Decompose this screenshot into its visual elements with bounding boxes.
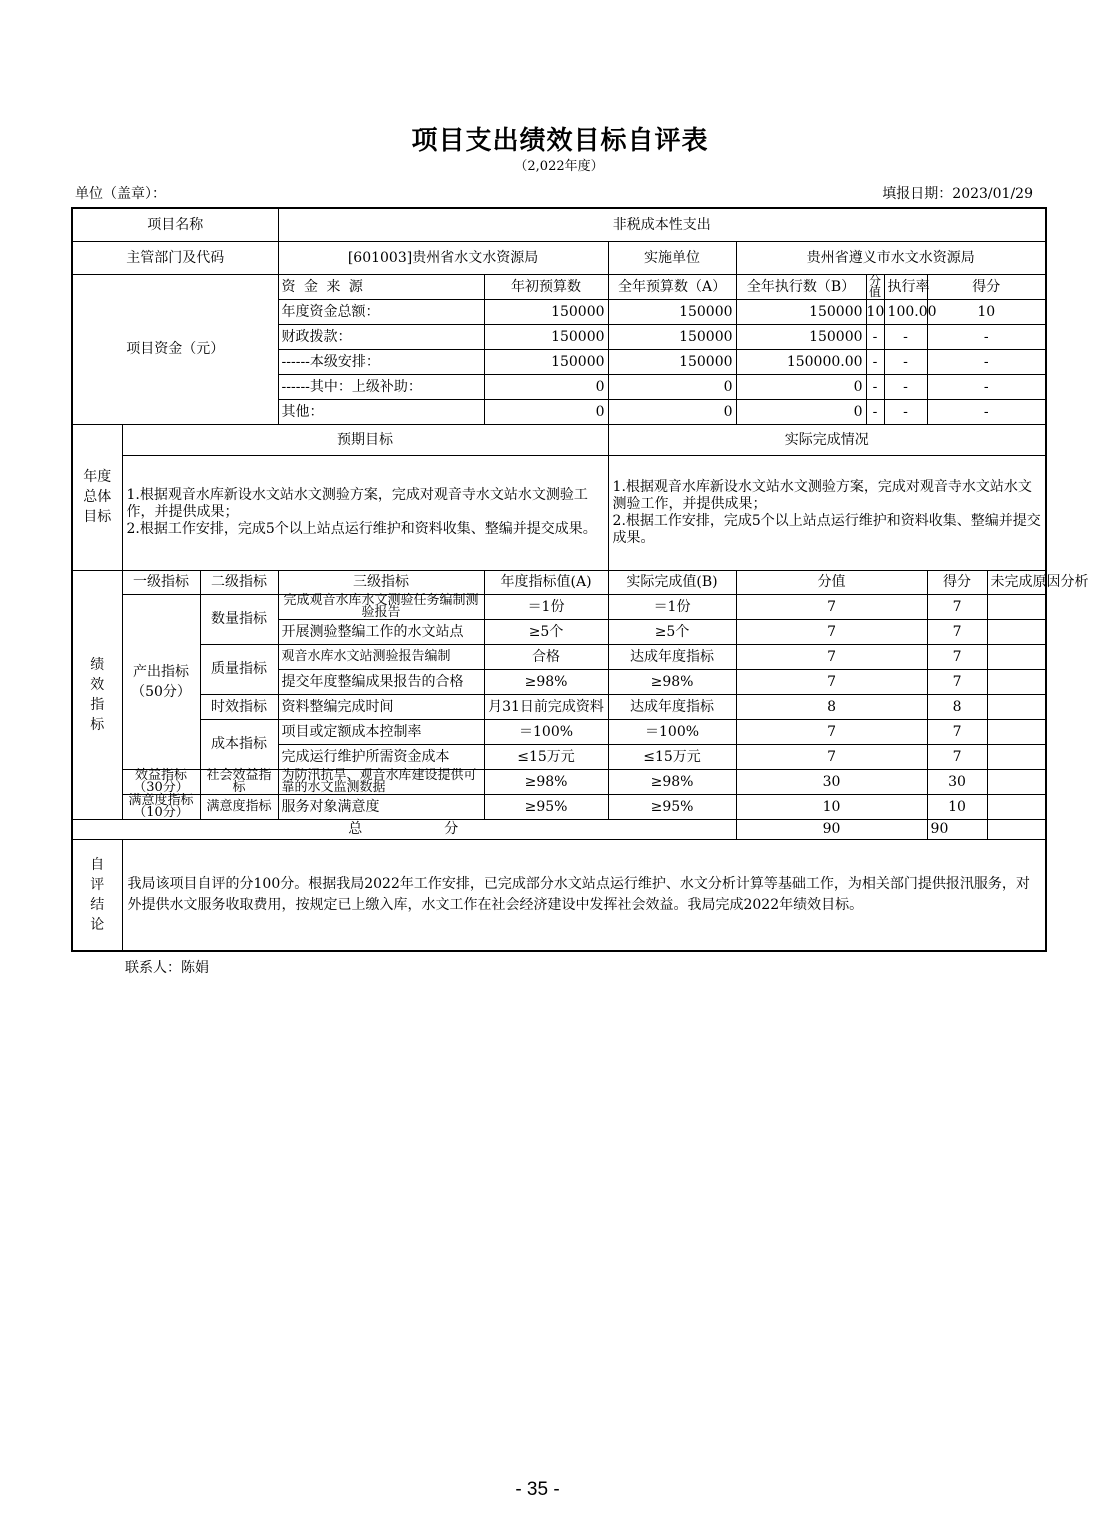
total-label: 总 分 — [72, 819, 736, 839]
project-name-value: 非税成本性支出 — [278, 208, 1046, 241]
indicator-header-score: 得分 — [927, 570, 987, 594]
indicator-level3: 开展测验整编工作的水文站点 — [278, 619, 484, 644]
indicator-target: 月31日前完成资料 — [484, 694, 608, 719]
indicator-header-target: 年度指标值(A) — [484, 570, 608, 594]
funds-rate-cell: - — [884, 374, 927, 399]
indicator-score-value: 7 — [736, 719, 927, 744]
indicator-target: ≥98% — [484, 669, 608, 694]
indicator-actual: ＝100% — [608, 719, 736, 744]
indicator-score: 7 — [927, 669, 987, 694]
indicator-level3: 为防汛抗旱、观音水库建设提供可靠的水文监测数据 — [278, 769, 484, 794]
indicators-label: 绩效指标 — [72, 570, 122, 819]
indicator-level3: 观音水库水文站测验报告编制 — [278, 644, 484, 669]
indicator-level3: 提交年度整编成果报告的合格 — [278, 669, 484, 694]
actual-goal-header: 实际完成情况 — [608, 424, 1046, 455]
contact-person: 联系人：陈娟 — [125, 960, 209, 976]
indicator-score-value: 7 — [736, 669, 927, 694]
evaluation-table — [71, 207, 1089, 952]
funds-initial-cell: 0 — [484, 374, 608, 399]
page-title: 项目支出绩效目标自评表 — [411, 126, 709, 156]
indicator-actual: ≥5个 — [608, 619, 736, 644]
funds-header-executed: 全年执行数（B） — [736, 274, 866, 299]
page-number: - 35 - — [515, 1479, 560, 1500]
funds-annual-cell: 150000 — [608, 324, 736, 349]
indicator-reason — [987, 669, 1046, 694]
indicator-reason — [987, 769, 1046, 794]
indicator-reason — [987, 719, 1046, 744]
indicator-level3: 服务对象满意度 — [278, 794, 484, 819]
funds-score-cell: 10 — [927, 299, 1046, 324]
indicator-actual: ≤15万元 — [608, 744, 736, 769]
conclusion-label: 自评结论 — [72, 839, 122, 951]
funds-score-cell: - — [927, 374, 1046, 399]
funds-header-annual: 全年预算数（A） — [608, 274, 736, 299]
indicator-score-value: 10 — [736, 794, 927, 819]
indicator-level1-output: 产出指标（50分） — [122, 594, 200, 769]
funds-source-cell: 财政拨款： — [278, 324, 484, 349]
indicator-actual: ≥98% — [608, 669, 736, 694]
goals-label: 年度总体目标 — [72, 424, 122, 570]
indicator-level2-cost: 成本指标 — [200, 719, 278, 769]
indicator-reason — [987, 794, 1046, 819]
funds-score-value-cell: - — [866, 399, 884, 424]
indicator-actual: ≥98% — [608, 769, 736, 794]
indicator-level3: 项目或定额成本控制率 — [278, 719, 484, 744]
indicator-level2-social: 社会效益指标 — [200, 769, 278, 794]
indicator-score-value: 30 — [736, 769, 927, 794]
indicator-target: ≥98% — [484, 769, 608, 794]
funds-label: 项目资金（元） — [72, 274, 278, 424]
indicator-target: ≥95% — [484, 794, 608, 819]
funds-score-value-cell: - — [866, 324, 884, 349]
indicator-score: 7 — [927, 619, 987, 644]
funds-source-cell: 年度资金总额： — [278, 299, 484, 324]
funds-initial-cell: 150000 — [484, 349, 608, 374]
indicator-level2-timeliness: 时效指标 — [200, 694, 278, 719]
report-date: 填报日期：2023/01/29 — [882, 186, 1033, 202]
indicator-level1-benefit: 效益指标（30分） — [122, 769, 200, 794]
indicator-score-value: 7 — [736, 744, 927, 769]
indicator-header-level1: 一级指标 — [122, 570, 200, 594]
conclusion-text: 我局该项目自评的分100分。根据我局2022年工作安排，已完成部分水文站点运行维护、水文分析计算等基础工作，为相关部门提供报汛服务，对外提供水文服务收取费用，按规定已上缴入库，水文工作在社会经济建设中发挥社会效益。我局完成2022年绩效目标。 — [122, 839, 1046, 951]
indicator-header-score-value: 分值 — [736, 570, 927, 594]
funds-initial-cell: 150000 — [484, 324, 608, 349]
funds-rate-cell: 100.00 — [884, 299, 927, 324]
total-score-value: 90 — [736, 819, 927, 839]
indicator-header-level3: 三级指标 — [278, 570, 484, 594]
indicator-score: 10 — [927, 794, 987, 819]
impl-value: 贵州省遵义市水文水资源局 — [736, 241, 1046, 274]
indicator-target: 合格 — [484, 644, 608, 669]
indicator-score: 7 — [927, 644, 987, 669]
indicator-reason — [987, 619, 1046, 644]
funds-executed-cell: 150000.00 — [736, 349, 866, 374]
funds-executed-cell: 150000 — [736, 299, 866, 324]
indicator-level3: 资料整编完成时间 — [278, 694, 484, 719]
funds-header-score-value: 分值 — [866, 274, 884, 299]
indicator-target: ＝1份 — [484, 594, 608, 619]
indicator-reason — [987, 744, 1046, 769]
funds-score-cell: - — [927, 349, 1046, 374]
indicator-header-actual: 实际完成值(B) — [608, 570, 736, 594]
funds-executed-cell: 150000 — [736, 324, 866, 349]
funds-executed-cell: 0 — [736, 374, 866, 399]
indicator-score: 7 — [927, 719, 987, 744]
impl-label: 实施单位 — [608, 241, 736, 274]
funds-source-cell: ------其中：上级补助： — [278, 374, 484, 399]
funds-score-cell: - — [927, 324, 1046, 349]
indicator-target: ＝100% — [484, 719, 608, 744]
funds-score-cell: - — [927, 399, 1046, 424]
funds-header-score: 得分 — [927, 274, 1046, 299]
indicator-level3: 完成观音水库水文测验任务编制测验报告 — [278, 594, 484, 619]
indicator-level3: 完成运行维护所需资金成本 — [278, 744, 484, 769]
indicator-level2-quality: 质量指标 — [200, 644, 278, 694]
funds-score-value-cell: - — [866, 374, 884, 399]
dept-value: [601003]贵州省水文水资源局 — [278, 241, 608, 274]
indicator-score-value: 7 — [736, 644, 927, 669]
funds-header-initial: 年初预算数 — [484, 274, 608, 299]
indicator-reason — [987, 644, 1046, 669]
indicator-score-value: 7 — [736, 594, 927, 619]
total-score-obtained: 90 — [927, 819, 987, 839]
funds-annual-cell: 150000 — [608, 299, 736, 324]
indicator-score: 7 — [927, 594, 987, 619]
dept-label: 主管部门及代码 — [72, 241, 278, 274]
indicator-level2-satisfaction: 满意度指标 — [200, 794, 278, 819]
funds-header-source: 资 金 来 源 — [278, 274, 484, 299]
funds-score-value-cell: 10 — [866, 299, 884, 324]
indicator-score: 30 — [927, 769, 987, 794]
indicator-header-level2: 二级指标 — [200, 570, 278, 594]
funds-rate-cell: - — [884, 399, 927, 424]
indicator-actual: ＝1份 — [608, 594, 736, 619]
indicator-target: ≤15万元 — [484, 744, 608, 769]
indicator-level2-quantity: 数量指标 — [200, 594, 278, 644]
indicator-reason — [987, 694, 1046, 719]
funds-rate-cell: - — [884, 324, 927, 349]
funds-annual-cell: 0 — [608, 399, 736, 424]
indicator-level1-satisfaction: 满意度指标（10分） — [122, 794, 200, 819]
indicator-actual: ≥95% — [608, 794, 736, 819]
indicator-header-reason: 未完成原因分析 — [987, 570, 1046, 594]
indicator-score: 8 — [927, 694, 987, 719]
funds-rate-cell: - — [884, 349, 927, 374]
funds-source-cell: 其他： — [278, 399, 484, 424]
unit-label: 单位（盖章）： — [75, 186, 166, 202]
indicator-target: ≥5个 — [484, 619, 608, 644]
indicator-actual: 达成年度指标 — [608, 694, 736, 719]
expected-goal-header: 预期目标 — [122, 424, 608, 455]
funds-score-value-cell: - — [866, 349, 884, 374]
expected-goal-text: 1.根据观音水库新设水文站水文测验方案，完成对观音寺水文站水文测验工作，并提供成果； 2.根据工作安排，完成5个以上站点运行维护和资料收集、整编并提交成果。 — [122, 455, 608, 570]
indicator-score-value: 7 — [736, 619, 927, 644]
project-name-label: 项目名称 — [72, 208, 278, 241]
funds-executed-cell: 0 — [736, 399, 866, 424]
funds-annual-cell: 150000 — [608, 349, 736, 374]
actual-goal-text: 1.根据观音水库新设水文站水文测验方案，完成对观音寺水文站水文测验工作，并提供成果； 2.根据工作安排，完成5个以上站点运行维护和资料收集、整编并提交成果。 — [608, 455, 1046, 570]
funds-header-rate: 执行率 — [884, 274, 927, 299]
indicator-actual: 达成年度指标 — [608, 644, 736, 669]
page-subtitle: （2,022年度） — [514, 159, 604, 174]
indicator-score-value: 8 — [736, 694, 927, 719]
indicator-score: 7 — [927, 744, 987, 769]
funds-initial-cell: 0 — [484, 399, 608, 424]
indicator-reason — [987, 594, 1046, 619]
funds-initial-cell: 150000 — [484, 299, 608, 324]
funds-annual-cell: 0 — [608, 374, 736, 399]
funds-source-cell: ------本级安排： — [278, 349, 484, 374]
total-reason — [987, 819, 1046, 839]
